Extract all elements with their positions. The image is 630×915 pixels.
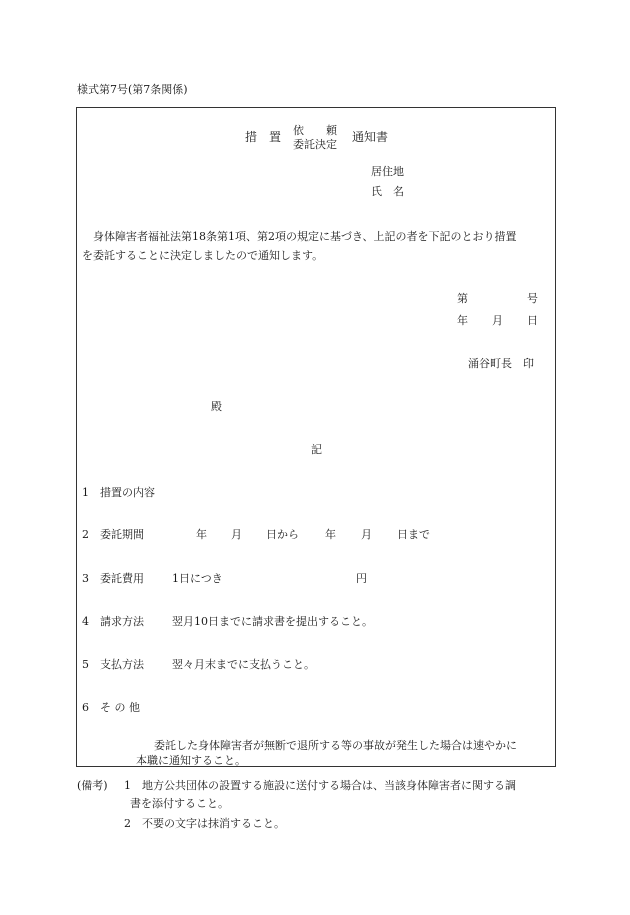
title-sochi: 措 置: [245, 130, 282, 144]
doc-number-dai: 第: [457, 292, 468, 305]
form-number: 様式第7号(第7条関係): [77, 83, 188, 96]
item-number: 3: [82, 572, 89, 585]
item-number: 5: [82, 658, 89, 671]
note-1-line-2: 書を添付すること。: [130, 797, 229, 810]
period-end-day: 日まで: [397, 528, 430, 541]
other-text-line-2: 本職に通知すること。: [136, 754, 246, 767]
cost-per-day: 1日につき: [172, 572, 223, 585]
item-number: 1: [82, 486, 89, 499]
item-text: 翌月10日までに請求書を提出すること。: [172, 615, 373, 628]
other-text-line-1: 委託した身体障害者が無断で退所する等の事故が発生した場合は速やかに: [154, 739, 517, 752]
period-end-year: 年: [325, 528, 336, 541]
item-label: 請求方法: [100, 615, 144, 628]
address-label: 居住地: [371, 165, 404, 178]
body-line-2: を委託することに決定しましたので通知します。: [82, 249, 324, 262]
cost-yen: 円: [356, 572, 367, 585]
note-2-number: 2: [124, 817, 131, 830]
document-frame: [76, 107, 556, 767]
ki-heading: 記: [311, 443, 322, 456]
item-label: そ の 他: [100, 701, 140, 714]
addressee-suffix: 殿: [211, 400, 222, 413]
note-2-text: 不要の文字は抹消すること。: [142, 817, 285, 830]
item-text: 翌々月末までに支払うこと。: [172, 658, 315, 671]
date-nen: 年: [457, 314, 468, 327]
item-label: 支払方法: [100, 658, 144, 671]
item-number: 4: [82, 615, 89, 628]
date-tsuki: 月: [492, 314, 503, 327]
notes-label: (備考): [77, 779, 108, 792]
date-hi: 日: [527, 314, 538, 327]
item-label: 措置の内容: [100, 486, 155, 499]
period-end-month: 月: [361, 528, 372, 541]
item-label: 委託費用: [100, 572, 144, 585]
item-number: 6: [82, 701, 89, 714]
body-line-1: 身体障害者福祉法第18条第1項、第2項の規定に基づき、上記の者を下記のとおり措置: [93, 230, 517, 243]
period-start-day: 日から: [266, 528, 299, 541]
name-label: 氏 名: [371, 185, 404, 198]
title-tsuchisho: 通知書: [352, 130, 389, 144]
period-start-month: 月: [231, 528, 242, 541]
note-1-number: 1: [124, 779, 131, 792]
issuer: 涌谷町長 印: [468, 357, 534, 370]
title-irai: 依 頼: [293, 124, 337, 137]
title-itaku-kettei: 委託決定: [293, 138, 337, 151]
doc-number-go: 号: [527, 292, 538, 305]
item-number: 2: [82, 528, 89, 541]
note-1-line-1: 地方公共団体の設置する施設に送付する場合は、当該身体障害者に関する調: [142, 779, 516, 792]
period-start-year: 年: [196, 528, 207, 541]
item-label: 委託期間: [100, 528, 144, 541]
